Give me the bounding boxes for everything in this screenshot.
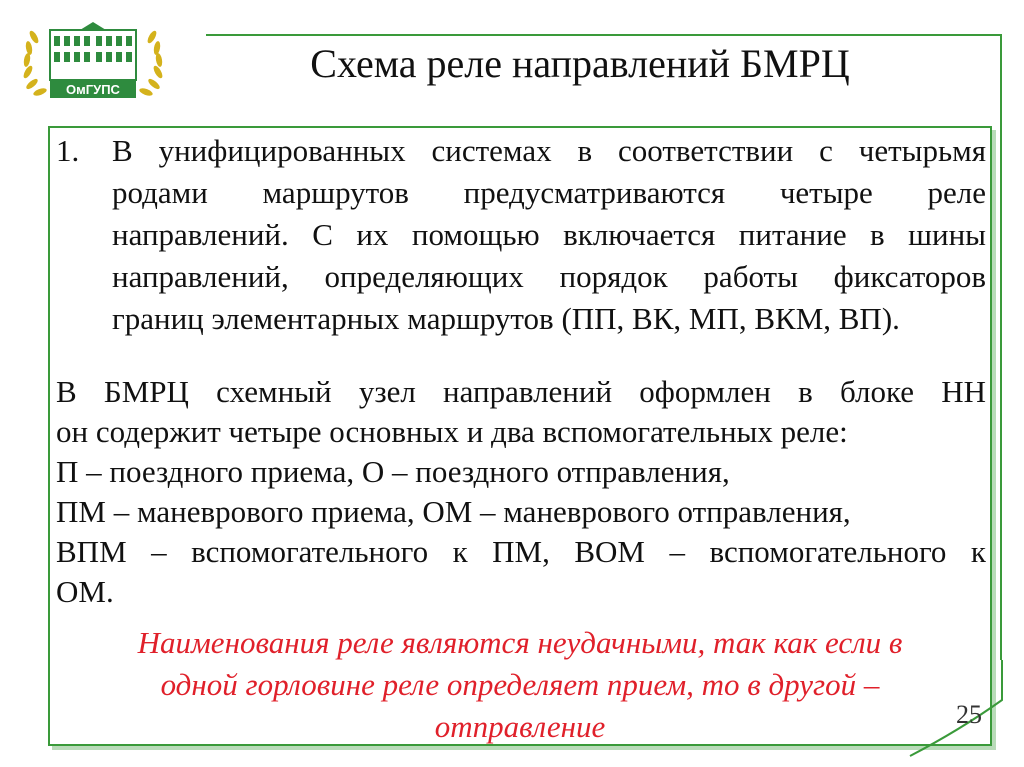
frame-right-line — [1000, 34, 1002, 660]
page-number: 25 — [956, 700, 982, 729]
content-box — [48, 126, 992, 746]
paragraph-line: границ элементарных маршрутов (ПП, ВК, МП, ВКМ, ВП). — [112, 301, 900, 336]
paragraph-line: он содержит четыре основных и два вспомогательных реле: — [56, 414, 848, 449]
paragraph-line: направлений, определяющих порядок работы фиксаторов — [112, 259, 986, 294]
paragraph-line: П – поездного приема, О – поездного отправления, — [56, 454, 730, 489]
note-line: Наименования реле являются неудачными, так как если в — [137, 625, 903, 660]
relay-description — [56, 372, 986, 612]
paragraph-line: направлений. С их помощью включается питание в шины — [112, 217, 986, 252]
paragraph-line: ВПМ – вспомогательного к ПМ, ВОМ – вспомогательного к — [56, 534, 986, 569]
paragraph-line: В БМРЦ схемный узел направлений оформлен в блоке НН — [56, 374, 986, 409]
list-item-1 — [56, 130, 986, 340]
paragraph-line: В унифицированных системах в соответствии с четырьмя — [112, 133, 986, 168]
red-note — [90, 622, 950, 748]
slide-title: Схема реле направлений БМРЦ — [310, 41, 850, 86]
list-number: 1. — [56, 133, 80, 168]
note-line: одной горловине реле определяет прием, то в другой – — [160, 667, 880, 702]
university-logo — [18, 14, 168, 110]
paragraph-line: родами маршрутов предусматриваются четыре реле — [112, 175, 986, 210]
logo-text: ОмГУПС — [66, 82, 120, 97]
paragraph-line: ПМ – маневрового приема, ОМ – маневрового отправления, — [56, 494, 851, 529]
note-line: отправление — [434, 709, 606, 744]
corner-fold-decoration — [900, 660, 1010, 760]
paragraph-line: ОМ. — [56, 574, 114, 609]
frame-top-line — [206, 34, 1002, 36]
